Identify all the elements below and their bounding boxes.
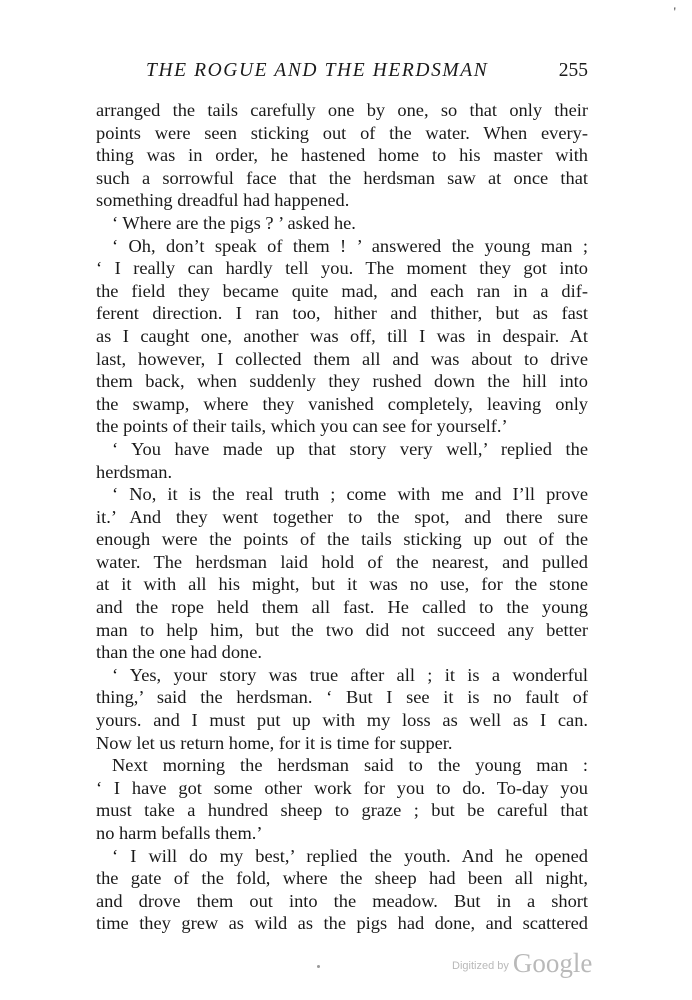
text-line: must take a hundred sheep to graze ; but be careful that [96, 800, 588, 821]
text-line: the gate of the fold, where the sheep had been all night, [96, 868, 588, 889]
watermark-digitized-label: Digitized by [452, 960, 509, 972]
text-line: the field they became quite mad, and each ran in a dif- [96, 280, 588, 301]
text-line: as I caught one, another was off, till I was in despair. At [96, 325, 588, 346]
text-line: it.’ And they went together to the spot, and there sure [96, 506, 588, 527]
text-line: ‘ No, it is the real truth ; come with me and I’ll prove [112, 484, 588, 505]
running-title: THE ROGUE AND THE HERDSMAN [146, 60, 489, 81]
body-text [96, 99, 588, 935]
text-line: them back, when suddenly they rushed down the hill into [96, 371, 588, 392]
text-line: no harm befalls them.’ [96, 823, 263, 843]
text-line: the swamp, where they vanished completely, leaving only [96, 393, 588, 414]
margin-mark: ' [673, 4, 676, 19]
text-line: enough were the points of the tails sticking up out of the [96, 529, 588, 550]
text-line: points were seen sticking out of the water. When every- [96, 122, 588, 143]
digitized-watermark [452, 948, 602, 984]
text-line: such a sorrowful face that the herdsman saw at once that [96, 167, 588, 188]
text-line: ‘ I have got some other work for you to do. To-day you [96, 777, 588, 798]
text-line: ‘ Yes, your story was true after all ; it is a wonderful [112, 664, 588, 685]
text-line: Now let us return home, for it is time for supper. [96, 732, 453, 753]
text-line: Next morning the herdsman said to the young man : [112, 755, 588, 776]
page-header [96, 60, 588, 86]
text-line: ‘ I really can hardly tell you. The moment they got into [96, 258, 588, 279]
text-line: ferent direction. I ran too, hither and thither, but as fast [96, 303, 588, 324]
text-line: than the one had done. [96, 642, 262, 663]
watermark-google-logo: Google [512, 948, 593, 978]
text-line: man to help him, but the two did not succeed any better [96, 619, 588, 640]
text-line: last, however, I collected them all and was about to drive [96, 348, 588, 369]
text-line: time they grew as wild as the pigs had done, and scattered [96, 913, 588, 934]
text-line: something dreadful had happened. [96, 190, 350, 211]
page-number: 255 [558, 60, 588, 81]
text-line: herdsman. [96, 461, 173, 482]
text-line: thing was in order, he hastened home to his master with [96, 145, 588, 166]
text-line: thing,’ said the herdsman. ‘ But I see it is no fault of [96, 687, 588, 708]
text-line: water. The herdsman laid hold of the nearest, and pulled [96, 551, 588, 572]
text-line: ‘ Oh, don’t speak of them ! ’ answered the young man ; [112, 235, 588, 256]
text-line: ‘ Where are the pigs ? ’ asked he. [112, 212, 356, 233]
stray-dot-mark [317, 965, 320, 968]
text-line: yours. and I must put up with my loss as well as I can. [96, 710, 588, 731]
text-line: and drove them out into the meadow. But in a short [96, 890, 588, 911]
text-line: and the rope held them all fast. He called to the young [96, 597, 588, 618]
text-line: ‘ I will do my best,’ replied the youth. And he opened [112, 845, 588, 866]
text-line: arranged the tails carefully one by one, so that only their [96, 100, 588, 120]
text-line: at it with all his might, but it was no use, for the stone [96, 574, 588, 595]
text-line: ‘ You have made up that story very well,’ replied the [112, 438, 588, 459]
text-line: the points of their tails, which you can see for yourself.’ [96, 416, 508, 437]
